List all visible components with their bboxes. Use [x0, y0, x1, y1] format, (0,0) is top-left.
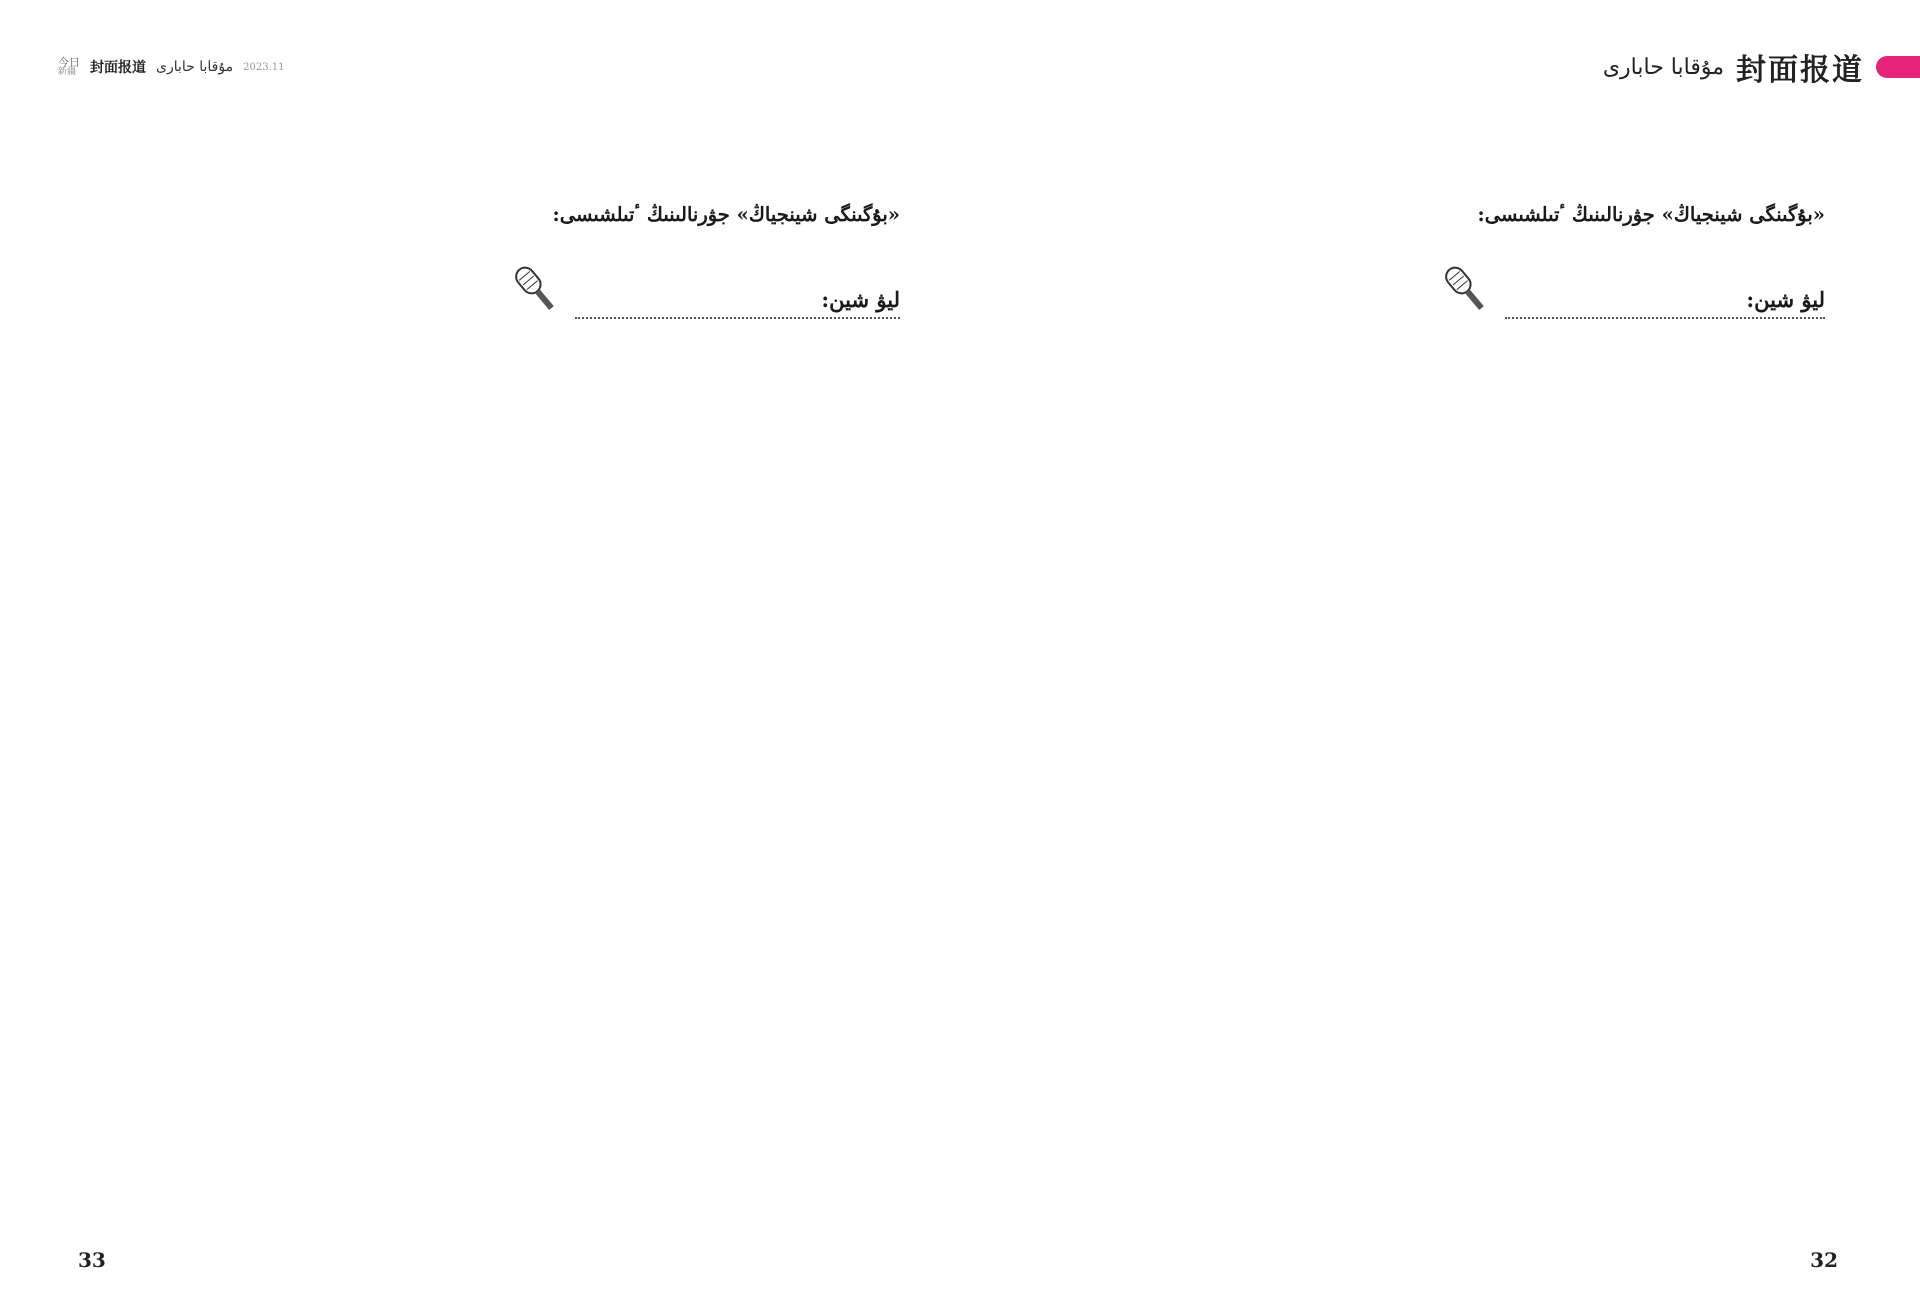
page-number-left: 33: [78, 1248, 106, 1272]
microphone-icon: [1435, 259, 1501, 325]
page-header-right: [1020, 52, 1920, 88]
section-name-cn: 封面报道: [1736, 53, 1864, 88]
microphone-icon: [505, 259, 571, 325]
speaker-block: [505, 257, 900, 331]
speaker-label: ليۋ شين:: [1746, 287, 1825, 313]
section-name-cn: 封面报道: [90, 60, 146, 76]
speaker-block: [1435, 257, 1825, 331]
magazine-logo: [58, 57, 80, 77]
article-column-3: [505, 172, 900, 1232]
speaker-label: ليۋ شين:: [821, 287, 900, 313]
speaker-divider: [575, 317, 900, 319]
interviewer-heading: «بۇگىنگى شينجياڭ» جۋرنالىنىڭ ٴتىلشىسى:: [1477, 203, 1825, 226]
logo-bottom-text: 新疆: [58, 67, 77, 77]
accent-bar: [1876, 56, 1920, 78]
issue-date: 2023.11: [243, 61, 285, 73]
page-number-right: 32: [1810, 1248, 1838, 1272]
speaker-divider: [1505, 317, 1825, 319]
section-name-kz: مۇقابا حابارى: [156, 59, 234, 75]
article-column-4: [78, 172, 473, 1232]
article-column-1: [1435, 172, 1825, 1232]
page-header-left: [58, 52, 938, 82]
interviewer-heading: «بۇگىنگى شينجياڭ» جۋرنالىنىڭ ٴتىلشىسى:: [552, 203, 900, 226]
section-name-kz: مۇقابا حابارى: [1602, 54, 1724, 80]
article-column-2: [970, 172, 1360, 1232]
logo-top-text: 今日: [58, 56, 80, 69]
